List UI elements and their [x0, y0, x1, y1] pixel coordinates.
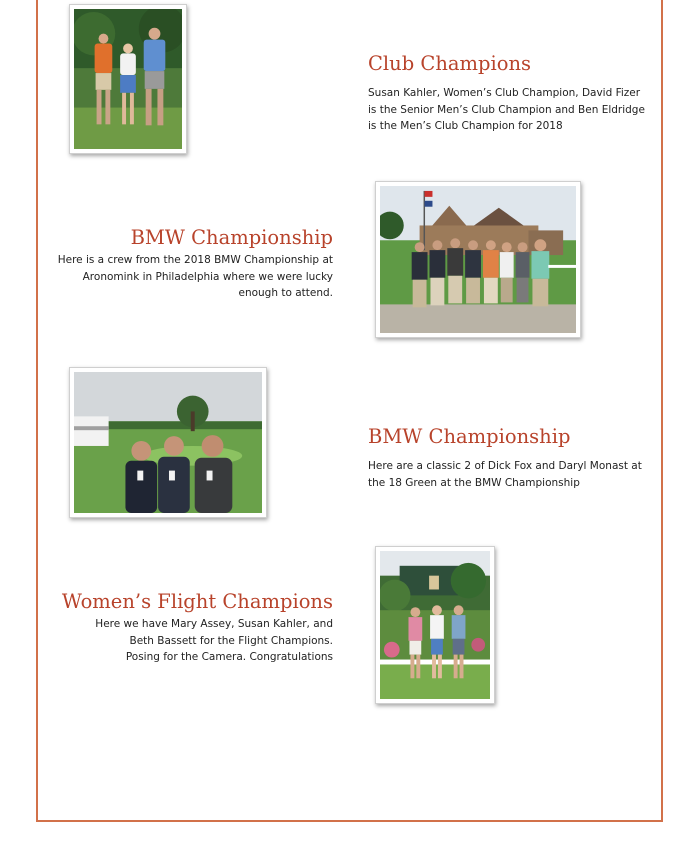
- bmw-crew-photo: [375, 181, 581, 338]
- text-line: is the Men’s Club Champion for 2018: [368, 120, 563, 132]
- text-line: is the Senior Men’s Club Champion and Ben Eldridge: [368, 103, 645, 116]
- text-line: Posing for the Camera. Congratulations: [125, 651, 333, 663]
- bmw-crew-heading: BMW Championship: [130, 226, 333, 249]
- club-champions-photo: [69, 4, 187, 154]
- text-line: enough to attend.: [238, 287, 333, 299]
- bmw-classic-photo: [69, 367, 267, 518]
- text-line: Here are a classic 2 of Dick Fox and Daryl Monast at: [368, 460, 642, 472]
- bmw-classic-heading: BMW Championship: [368, 425, 571, 448]
- bmw-classic-text: [368, 458, 642, 491]
- womens-flight-heading: Women’s Flight Champions: [61, 590, 333, 613]
- club-champions-heading: Club Champions: [368, 52, 532, 75]
- text-line: the 18 Green at the BMW Championship: [368, 476, 580, 489]
- bmw-crew-text: [58, 252, 333, 302]
- text-line: Here we have Mary Assey, Susan Kahler, and: [95, 618, 333, 630]
- womens-flight-photo: [375, 546, 495, 704]
- womens-flight-text: [95, 616, 333, 666]
- club-champions-text: [368, 85, 645, 135]
- text-line: Aronomink in Philadelphia where we were lucky: [82, 270, 333, 283]
- text-line: Susan Kahler, Women’s Club Champion, David Fizer: [368, 87, 641, 99]
- text-line: Beth Bassett for the Flight Champions.: [129, 634, 333, 647]
- text-line: Here is a crew from the 2018 BMW Championship at: [57, 254, 333, 266]
